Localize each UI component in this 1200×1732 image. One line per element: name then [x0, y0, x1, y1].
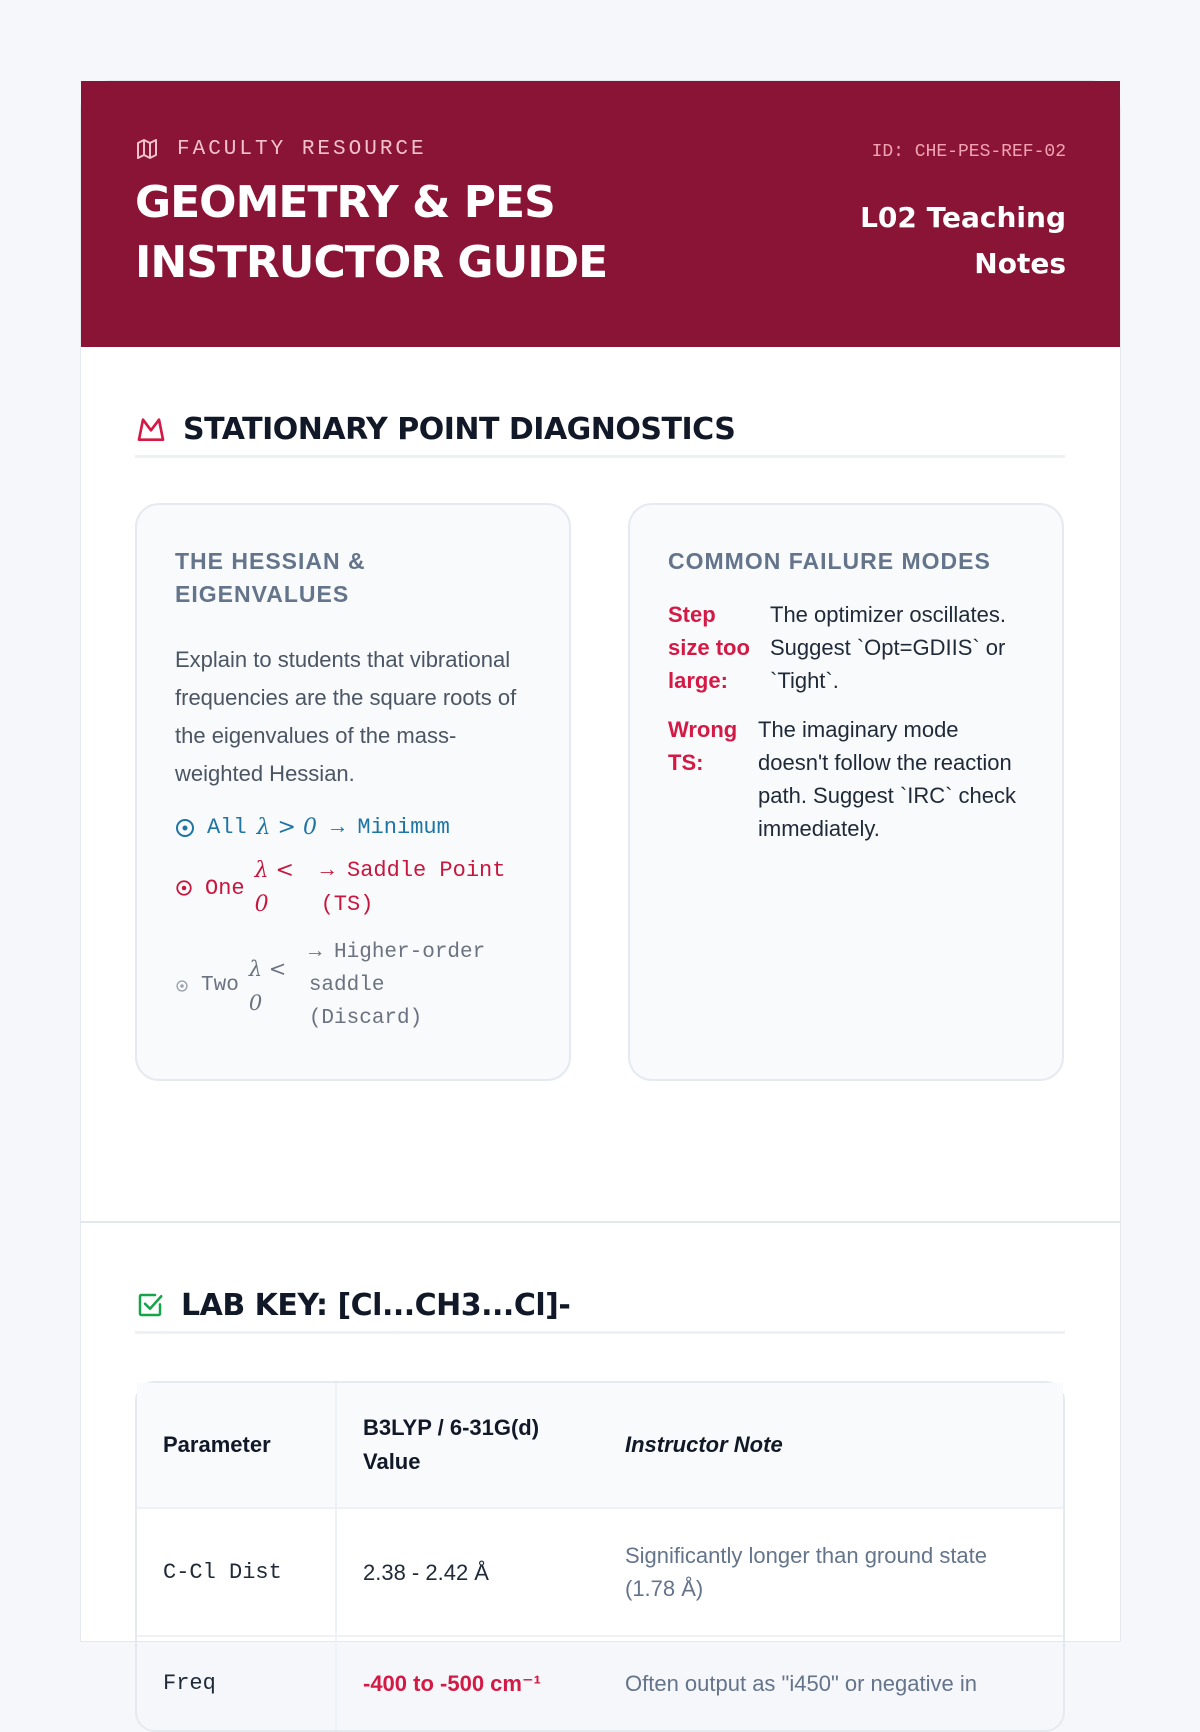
note-cell: Often output as "i450" or negative in: [599, 1635, 1063, 1730]
map-icon: [135, 137, 159, 161]
kicker: [135, 137, 427, 161]
target-icon: [175, 879, 193, 897]
lab-key-table: [135, 1381, 1065, 1732]
diagnostic-row: [175, 854, 531, 922]
section-title: STATIONARY POINT DIAGNOSTICS: [183, 411, 736, 447]
eigenvalue-diagnostics: [175, 815, 531, 1035]
failure-modes-list: [668, 598, 1024, 845]
hessian-explanation: Explain to students that vibrational frequencies are the square roots of the eigenvalues of the mass-weighted Hessian.: [175, 647, 517, 786]
diagnostic-label: Two: [201, 974, 239, 997]
note-cell: Significantly longer than ground state (1.78 Å): [599, 1507, 1063, 1635]
diagnostic-result: → Minimum: [330, 815, 450, 840]
failure-modes-panel: [628, 503, 1064, 1081]
failure-item: [668, 713, 1024, 845]
parameter-cell: Freq: [137, 1635, 337, 1730]
checkbox-icon: [135, 1290, 165, 1320]
section-heading: [135, 1279, 1065, 1334]
failure-description: The optimizer oscillates. Suggest `Opt=GDIIS` or `Tight`.: [770, 602, 1006, 693]
failure-term: Step size too large:: [668, 602, 750, 693]
column-header: Parameter: [137, 1383, 337, 1507]
page-title: [135, 173, 695, 293]
diagnostic-condition: λ < 0: [248, 956, 287, 1015]
failure-description: The imaginary mode doesn't follow the reaction path. Suggest `IRC` check immediately.: [758, 717, 1017, 841]
table-header-row: [137, 1383, 1063, 1507]
teaching-notes-title: L02 Teaching Notes: [860, 201, 1066, 280]
table-row: [137, 1507, 1063, 1635]
failure-term: Wrong TS:: [668, 717, 738, 775]
document-id: ID: CHE-PES-REF-02: [871, 142, 1066, 162]
table-row: [137, 1635, 1063, 1730]
diagnostic-result: → Saddle Point (TS): [320, 858, 506, 917]
hessian-panel: [135, 503, 571, 1081]
section-heading: [135, 403, 1065, 458]
diagnostic-row: [175, 936, 531, 1035]
column-header: B3LYP / 6-31G(d) Value: [337, 1383, 599, 1507]
guide-header: [81, 81, 1120, 347]
diagnostic-row: [175, 815, 531, 840]
instructor-guide-card: [81, 81, 1120, 1696]
diagnostic-label: One: [205, 875, 245, 901]
diagnostic-condition: λ > 0: [256, 815, 317, 840]
failure-item: [668, 598, 1024, 697]
value-cell: 2.38 - 2.42 Å: [337, 1507, 599, 1635]
kicker-label: FACULTY RESOURCE: [177, 137, 427, 161]
column-header: Instructor Note: [599, 1383, 1063, 1507]
parameter-cell: C-Cl Dist: [137, 1507, 337, 1635]
stationary-point-section: [81, 347, 1120, 1223]
failure-modes-heading: COMMON FAILURE MODES: [668, 548, 991, 574]
page-title-text: GEOMETRY & PES INSTRUCTOR GUIDE: [135, 177, 608, 288]
target-icon: [175, 818, 195, 838]
diagnostic-condition: λ < 0: [254, 858, 294, 917]
hessian-heading: THE HESSIAN & EIGENVALUES: [175, 548, 366, 607]
target-icon: [175, 979, 189, 993]
diagnostic-result: → Higher-order saddle (Discard): [308, 941, 486, 1030]
value-cell: -400 to -500 cm⁻¹: [337, 1635, 599, 1730]
diagnostic-label: All: [207, 815, 247, 840]
section-title: LAB KEY: [Cl...CH3...Cl]-: [181, 1287, 571, 1323]
mountain-icon: [135, 413, 167, 445]
